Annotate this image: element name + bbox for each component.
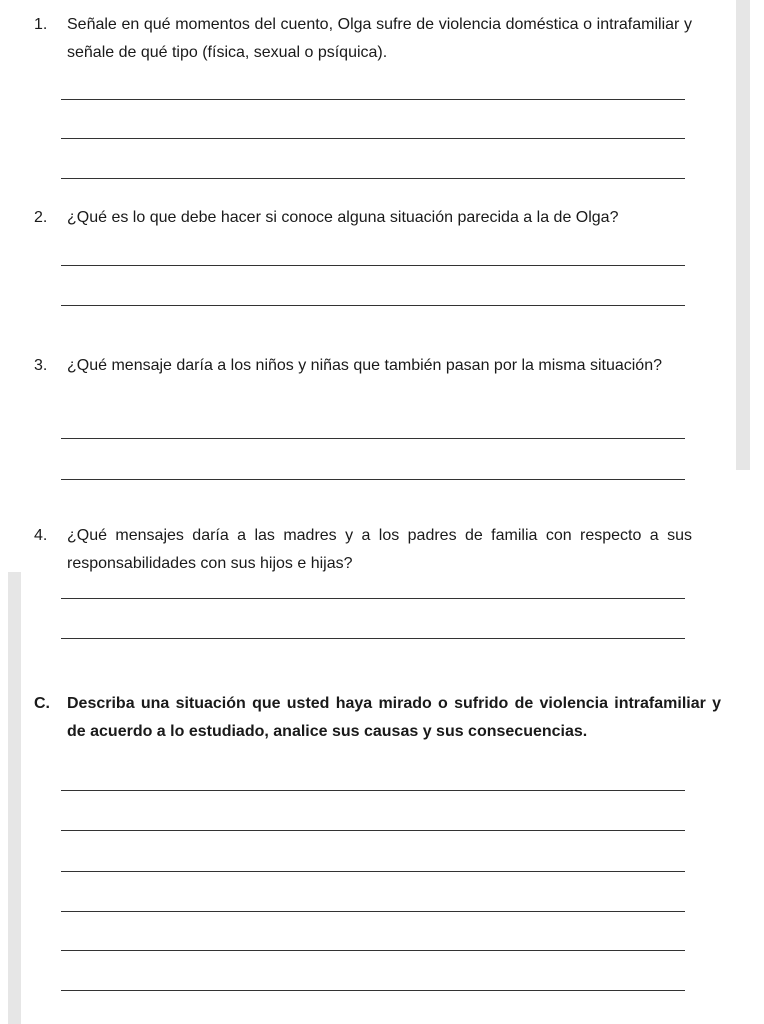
answer-line-1b[interactable] (61, 138, 685, 139)
question-1-number: 1. (34, 16, 48, 33)
section-c-text: Describa una situación que usted haya mirado o sufrido de violencia intrafamiliar y de acuerdo a lo estudiado, analice sus causas y sus consecuencias. (67, 695, 721, 740)
answer-line-1c[interactable] (61, 178, 685, 179)
answer-line-2a[interactable] (61, 265, 685, 266)
answer-line-2b[interactable] (61, 305, 685, 306)
question-2-number: 2. (34, 209, 48, 226)
question-4-number: 4. (34, 527, 48, 544)
answer-line-c3[interactable] (61, 871, 685, 872)
answer-line-c6[interactable] (61, 990, 685, 991)
question-3-number: 3. (34, 357, 48, 374)
section-c-letter: C. (34, 695, 50, 712)
question-4-text: ¿Qué mensajes daría a las madres y a los padres de familia con respecto a sus responsabilidades con sus hijos e hijas? (67, 527, 692, 572)
answer-line-4b[interactable] (61, 638, 685, 639)
page-edge-shadow-right (736, 0, 750, 470)
answer-line-c2[interactable] (61, 830, 685, 831)
question-3-text: ¿Qué mensaje daría a los niños y niñas que también pasan por la misma situación? (67, 357, 662, 374)
answer-line-c4[interactable] (61, 911, 685, 912)
question-1-text: Señale en qué momentos del cuento, Olga sufre de violencia doméstica o intrafamiliar y señale de qué tipo (física, sexual o psíquica). (67, 16, 692, 61)
answer-line-3a[interactable] (61, 438, 685, 439)
answer-line-c1[interactable] (61, 790, 685, 791)
question-2-text: ¿Qué es lo que debe hacer si conoce alguna situación parecida a la de Olga? (67, 209, 619, 226)
answer-line-1a[interactable] (61, 99, 685, 100)
answer-line-4a[interactable] (61, 598, 685, 599)
answer-line-3b[interactable] (61, 479, 685, 480)
answer-line-c5[interactable] (61, 950, 685, 951)
page-edge-shadow-left (8, 572, 21, 1024)
